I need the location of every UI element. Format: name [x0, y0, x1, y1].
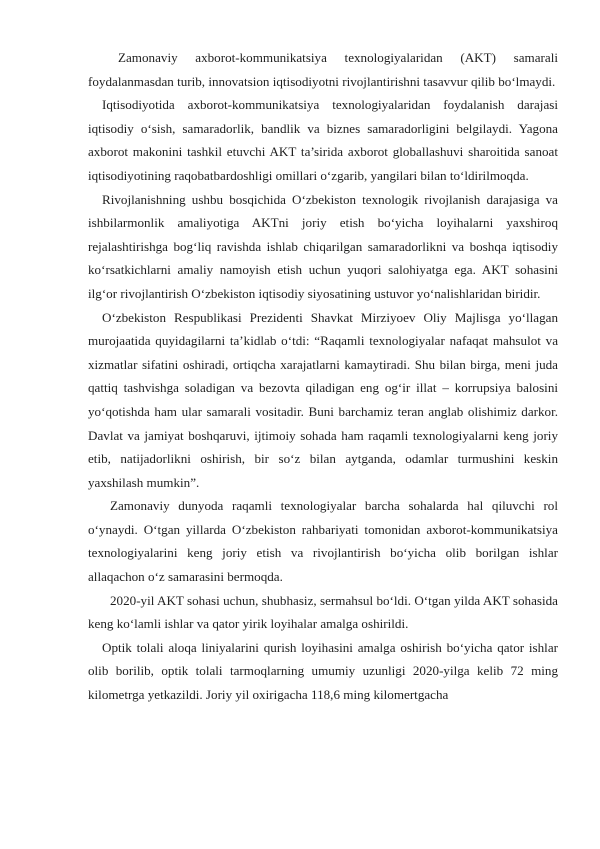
- paragraph-1: Zamonaviy axborot-kommunikatsiya texnologiyalaridan (AKT) samarali foydalanmasdan turib, innovatsion iqtisodiyotni rivojlantirishni tasavvur qilib bo‘lmaydi.: [88, 50, 558, 89]
- paragraph-2: Iqtisodiyotida axborot-kommunikatsiya texnologiyalaridan foydalanish darajasi iqtisodiy o‘sish, samaradorlik, bandlik va biznes samaradorligini belgilaydi. Yagona axborot makonini tashkil etuvchi AKT ta’sirida axborot globallashuvi sharoitida sanoat iqtisodiyotining raqobatbardoshligi omillari o‘zgarib, yangilari bilan to‘ldirilmoqda.: [88, 97, 558, 183]
- paragraph-6: 2020-yil AKT sohasi uchun, shubhasiz, sermahsul bo‘ldi. O‘tgan yilda AKT sohasida keng ko‘lamli ishlar va qator yirik loyihalar amalga oshirildi.: [88, 592, 558, 632]
- paragraph-3: Rivojlanishning ushbu bosqichida O‘zbekiston texnologik rivojlanish darajasiga va ishbilarmonlik amaliyotiga AKTni joriy etish bo‘yicha loyihalarni yaxshiroq rejalashtirishga bog‘liq ravishda ishlab chiqarilgan samaradorlikni va boshqa iqtisodiy ko‘rsatkichlarni amaliy namoyish etish uchun yuqori salohiyatga ega. AKT sohasini ilg‘or rivojlantirish O‘zbekiston iqtisodiy siyosatining ustuvor yo‘nalishlaridan biridir.: [88, 191, 558, 301]
- paragraph-7: Optik tolali aloqa liniyalarini qurish loyihasini amalga oshirish bo‘yicha qator ishlar olib borilib, optik tolali tarmoqlarning umumiy uzunligi 2020-yilga kelib 72 ming kilometrga yetkazildi. Joriy yil oxirigacha 118,6 ming kilomertgacha: [88, 639, 558, 703]
- paragraph-5: Zamonaviy dunyoda raqamli texnologiyalar barcha sohalarda hal qiluvchi rol o‘ynaydi. O‘tgan yillarda O‘zbekiston rahbariyati tomonidan axborot-kommunikatsiya texnologiyalarini keng joriy etish va rivojlantirish bo‘yicha olib borilgan ishlar allaqachon o‘z samarasini bermoqda.: [88, 498, 558, 585]
- document-page: [88, 46, 558, 707]
- paragraph-4: O‘zbekiston Respublikasi Prezidenti Shavkat Mirziyoev Oliy Majlisga yo‘llagan murojaatida quyidagilarni ta’kidlab o‘tdi: “Raqamli texnologiyalar nafaqat mahsulot va xizmatlar sifatini oshiradi, ortiqcha xarajatlarni kamaytiradi. Shu bilan birga, meni juda qattiq tashvishga soladigan va bezovta qiladigan eng og‘ir illat – korrupsiya balosini yo‘qotishda ham ular samarali vositadir. Buni barchamiz teran anglab olishimiz darkor. Davlat va jamiyat boshqaruvi, ijtimoiy sohada ham raqamli texnologiyalarni keng joriy etib, natijadorlikni oshirish, bir so‘z bilan aytganda, odamlar turmushini keskin yaxshilash mumkin”.: [88, 309, 558, 490]
